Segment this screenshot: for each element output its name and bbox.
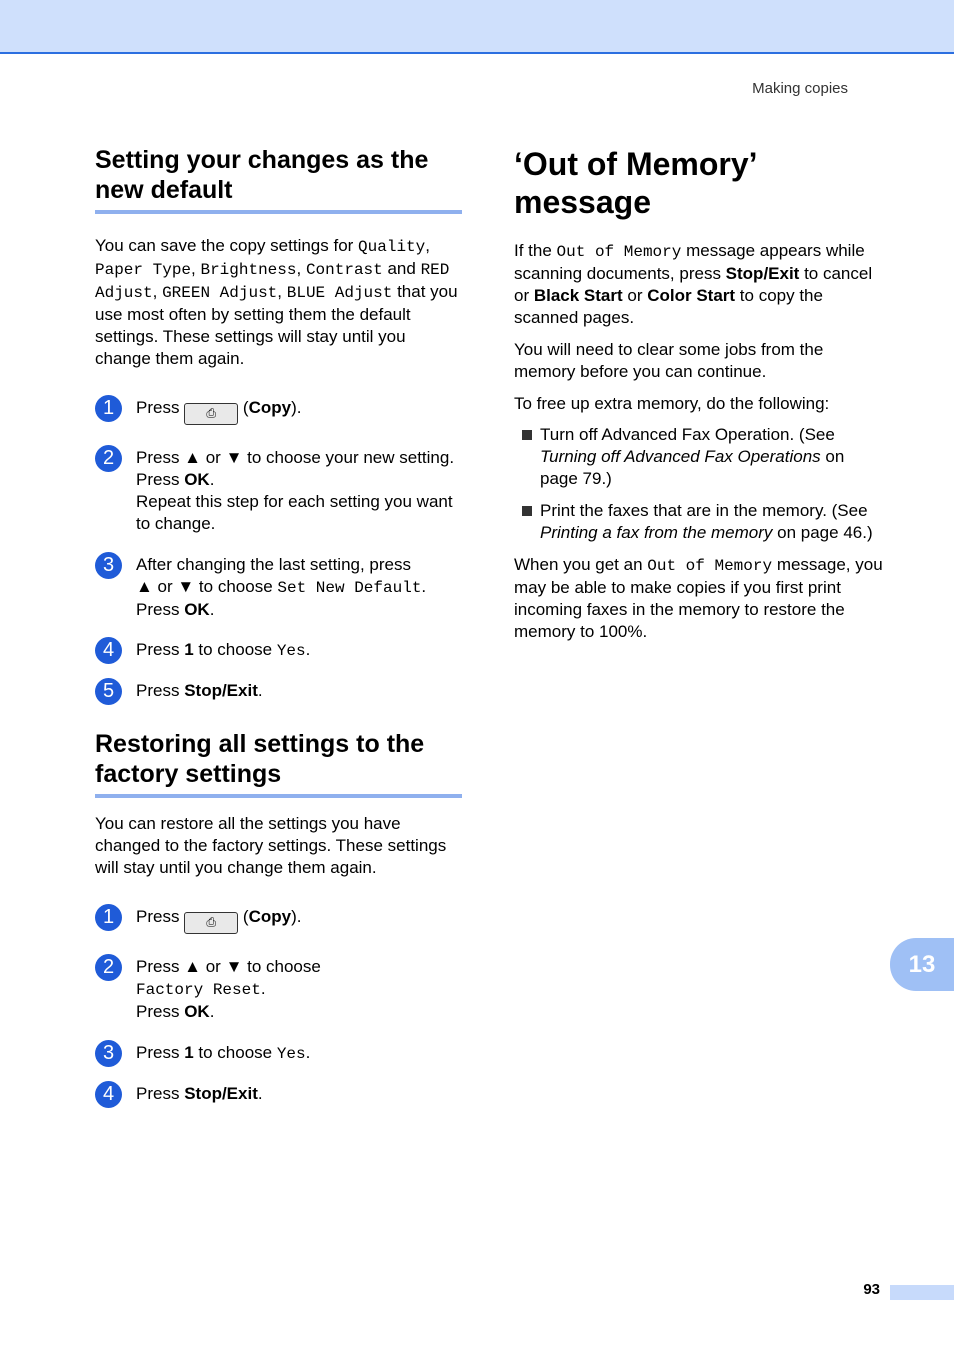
copy-key-icon: ⎙ (184, 403, 238, 425)
chapter-tab: 13 (890, 938, 954, 991)
left-column (95, 145, 462, 1105)
step-number: 3 (95, 552, 122, 579)
paragraph-clear-jobs: You will need to clear some jobs from the memory before you can continue. (514, 340, 824, 381)
page-number-bar (890, 1285, 954, 1300)
right-column (514, 145, 884, 643)
square-bullet-icon (522, 506, 532, 516)
section-heading-default: Setting your changes as the new default (95, 145, 462, 214)
step-5: 5 Press Stop/Exit. (95, 680, 462, 702)
intro-paragraph-factory: You can restore all the settings you have changed to the factory settings. These settings will stay until you change them again. (95, 814, 447, 877)
page-number: 93 (863, 1281, 880, 1298)
bullet-item: Turn off Advanced Fax Operation. (See Turning off Advanced Fax Operations on page 79.) (514, 424, 884, 490)
intro-paragraph-default: You can save the copy settings for Quality, Paper Type, Brightness, Contrast and RED Adjust, GREEN Adjust, BLUE Adjust that you use most often by setting them the default settings. These settings will stay until you change them again. (95, 236, 458, 368)
factory-step-2: 2 Press ▲ or ▼ to choose Factory Reset. Press OK. (95, 956, 462, 1023)
factory-step-1: 1 Press ⎙ (Copy). (95, 906, 462, 934)
step-number: 1 (95, 395, 122, 422)
step-3: 3 After changing the last setting, press ▲ or ▼ to choose Set New Default. Press OK. (95, 554, 462, 621)
factory-step-4: 4 Press Stop/Exit. (95, 1083, 462, 1105)
step-number: 4 (95, 637, 122, 664)
paragraph-out-of-memory-copies: When you get an Out of Memory message, you may be able to make copies if you first print incoming faxes in the memory to restore the memory to 100%. (514, 555, 883, 641)
step-number: 5 (95, 678, 122, 705)
step-number: 3 (95, 1040, 122, 1067)
top-header-band (0, 0, 954, 54)
factory-step-3: 3 Press 1 to choose Yes. (95, 1042, 462, 1065)
section-heading-factory: Restoring all settings to the factory settings (95, 729, 462, 798)
step-1: 1 Press ⎙ (Copy). (95, 397, 462, 425)
step-number: 2 (95, 445, 122, 472)
copy-key-icon: ⎙ (184, 912, 238, 934)
running-head: Making copies (752, 80, 848, 97)
step-4: 4 Press 1 to choose Yes. (95, 639, 462, 662)
paragraph-out-of-memory: If the Out of Memory message appears while scanning documents, press Stop/Exit to cancel or Black Start or Color Start to copy the scanned pages. (514, 241, 873, 327)
step-number: 4 (95, 1081, 122, 1108)
section-heading-out-of-memory: ‘Out of Memory’ message (514, 146, 758, 220)
paragraph-free-memory: To free up extra memory, do the following: (514, 394, 830, 413)
step-2: 2 Press ▲ or ▼ to choose your new setting. Press OK. Repeat this step for each setting you want to change. (95, 447, 462, 535)
bullet-item: Print the faxes that are in the memory. (See Printing a fax from the memory on page 46.) (514, 500, 884, 544)
square-bullet-icon (522, 430, 532, 440)
step-number: 1 (95, 904, 122, 931)
step-number: 2 (95, 954, 122, 981)
